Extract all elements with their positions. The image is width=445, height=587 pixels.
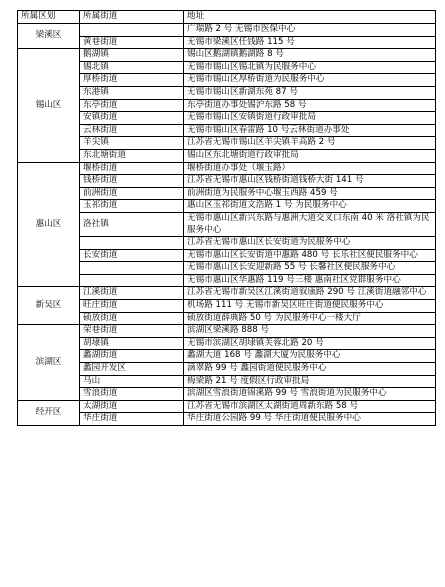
address-cell: 无锡市惠山区华惠路 119 号三楼 惠南社区党群服务中心 xyxy=(184,274,436,287)
address-cell: 滨湖区梁溪路 888 号 xyxy=(184,325,436,338)
header-street: 所属街道 xyxy=(80,11,184,24)
street-cell xyxy=(80,262,184,275)
table-row xyxy=(18,175,436,188)
table-row xyxy=(18,24,436,37)
street-cell: 厚桥街道 xyxy=(80,74,184,87)
service-center-table xyxy=(17,10,436,426)
table-row xyxy=(18,388,436,401)
address-cell: 硕放街道薛典路 50 号 为民服务中心一楼大厅 xyxy=(184,312,436,325)
address-cell: 锡山区鹅湖镇鹅湖路 8 号 xyxy=(184,49,436,62)
street-cell: 前洲街道 xyxy=(80,187,184,200)
table-row xyxy=(18,112,436,125)
address-cell: 江苏省无锡市新吴区江溪街道叙康路 290 号 江溪街道融邻中心 xyxy=(184,287,436,300)
district-cell: 滨湖区 xyxy=(18,325,80,401)
address-cell: 江苏省无锡市惠山区长安街道为民服务中心 xyxy=(184,237,436,250)
address-cell: 无锡市惠山区长安街道中惠路 480 号 长乐社区便民服务中心 xyxy=(184,249,436,262)
address-cell: 广瑞路 2 号 无锡市医保中心 xyxy=(184,24,436,37)
table-row xyxy=(18,274,436,287)
address-cell: 东亭街道办事处锡沪东路 58 号 xyxy=(184,99,436,112)
street-cell: 安镇街道 xyxy=(80,112,184,125)
address-cell: 无锡市锡山区安镇街道行政审批局 xyxy=(184,112,436,125)
table-row xyxy=(18,312,436,325)
address-cell: 滨湖区雪浪街道锦溪路 99 号 雪浪街道为民服务中心 xyxy=(184,388,436,401)
table-row xyxy=(18,325,436,338)
address-cell: 江苏省无锡市惠山区钱桥街道钱桥大街 141 号 xyxy=(184,175,436,188)
address-cell: 无锡市滨湖区胡埭镇芙蓉北路 20 号 xyxy=(184,337,436,350)
address-cell: 堰桥街道办事处（堰玉路） xyxy=(184,162,436,175)
street-cell: 锡北镇 xyxy=(80,61,184,74)
address-cell: 无锡市梁溪区任钱路 115 号 xyxy=(184,36,436,49)
address-cell: 无锡市惠山区长安迎新路 55 号 长馨社区便民服务中心 xyxy=(184,262,436,275)
address-cell: 前洲街道为民服务中心堰玉西路 459 号 xyxy=(184,187,436,200)
address-cell: 蠡湖大道 168 号 蠡湖大厦为民服务中心 xyxy=(184,350,436,363)
street-cell: 马山 xyxy=(80,375,184,388)
address-cell: 无锡市惠山区新兴东路与惠洲大道交叉口东南 40 米 洛社镇为民服务中心 xyxy=(184,212,436,236)
street-cell: 荣巷街道 xyxy=(80,325,184,338)
street-cell xyxy=(80,274,184,287)
street-cell xyxy=(80,237,184,250)
street-cell: 钱桥街道 xyxy=(80,175,184,188)
table-row xyxy=(18,149,436,162)
district-cell: 锡山区 xyxy=(18,49,80,162)
table-row xyxy=(18,350,436,363)
table-row xyxy=(18,36,436,49)
table-row xyxy=(18,49,436,62)
street-cell: 蠡湖街道 xyxy=(80,350,184,363)
street-cell: 华庄街道 xyxy=(80,413,184,426)
street-cell: 旺庄街道 xyxy=(80,300,184,313)
table-row xyxy=(18,212,436,236)
address-cell: 江苏省无锡市锡山区羊尖镇羊高路 2 号 xyxy=(184,137,436,150)
table-row xyxy=(18,86,436,99)
street-cell: 雪浪街道 xyxy=(80,388,184,401)
table-row xyxy=(18,200,436,213)
district-cell: 新吴区 xyxy=(18,287,80,325)
table-row xyxy=(18,187,436,200)
street-cell: 胡埭镇 xyxy=(80,337,184,350)
address-cell: 无锡市锡山区春雷路 10 号云林街道办事处 xyxy=(184,124,436,137)
table-row xyxy=(18,337,436,350)
table-row xyxy=(18,287,436,300)
street-cell: 江溪街道 xyxy=(80,287,184,300)
address-cell: 无锡市锡山区新湖东苑 87 号 xyxy=(184,86,436,99)
street-cell: 云林街道 xyxy=(80,124,184,137)
street-cell: 东港镇 xyxy=(80,86,184,99)
table-row xyxy=(18,124,436,137)
address-cell: 惠山区玉祁街道文浩路 1 号 为民服务中心 xyxy=(184,200,436,213)
table-row xyxy=(18,162,436,175)
street-cell: 玉祁街道 xyxy=(80,200,184,213)
street-cell xyxy=(80,24,184,37)
table-row xyxy=(18,74,436,87)
service-center-table-container xyxy=(17,10,435,426)
table-row xyxy=(18,99,436,112)
table-row xyxy=(18,413,436,426)
table-row xyxy=(18,61,436,74)
street-cell: 洛社镇 xyxy=(80,212,184,236)
street-cell: 长安街道 xyxy=(80,249,184,262)
district-cell: 惠山区 xyxy=(18,162,80,287)
street-cell: 羊尖镇 xyxy=(80,137,184,150)
district-cell: 梁溪区 xyxy=(18,24,80,49)
street-cell: 太湖街道 xyxy=(80,400,184,413)
table-row xyxy=(18,363,436,376)
header-district: 所属区划 xyxy=(18,11,80,24)
table-row xyxy=(18,137,436,150)
street-cell: 东亭街道 xyxy=(80,99,184,112)
address-cell: 无锡市锡山区厚桥街道为民服务中心 xyxy=(184,74,436,87)
street-cell: 蠡园开发区 xyxy=(80,363,184,376)
address-cell: 梅梁路 21 号 度假区行政审批局 xyxy=(184,375,436,388)
address-cell: 无锡市锡山区锡北镇为民服务中心 xyxy=(184,61,436,74)
header-address: 地址 xyxy=(184,11,436,24)
street-cell: 堰桥街道 xyxy=(80,162,184,175)
table-row xyxy=(18,249,436,262)
district-cell: 经开区 xyxy=(18,400,80,425)
table-row xyxy=(18,237,436,250)
address-cell: 江苏省无锡市滨湖区太湖街道周新东路 58 号 xyxy=(184,400,436,413)
street-cell: 黄巷街道 xyxy=(80,36,184,49)
table-row xyxy=(18,400,436,413)
address-cell: 机场路 111 号 无锡市新吴区旺庄街道便民服务中心 xyxy=(184,300,436,313)
address-cell: 滴翠路 99 号 蠡园街道便民服务中心 xyxy=(184,363,436,376)
table-row xyxy=(18,262,436,275)
table-header-row xyxy=(18,11,436,24)
address-cell: 锡山区东北塘街道行政审批局 xyxy=(184,149,436,162)
street-cell: 东北塘街道 xyxy=(80,149,184,162)
street-cell: 鹅湖镇 xyxy=(80,49,184,62)
address-cell: 华庄街道公园路 99 号 华庄街道便民服务中心 xyxy=(184,413,436,426)
street-cell: 硕放街道 xyxy=(80,312,184,325)
table-row xyxy=(18,375,436,388)
table-row xyxy=(18,300,436,313)
